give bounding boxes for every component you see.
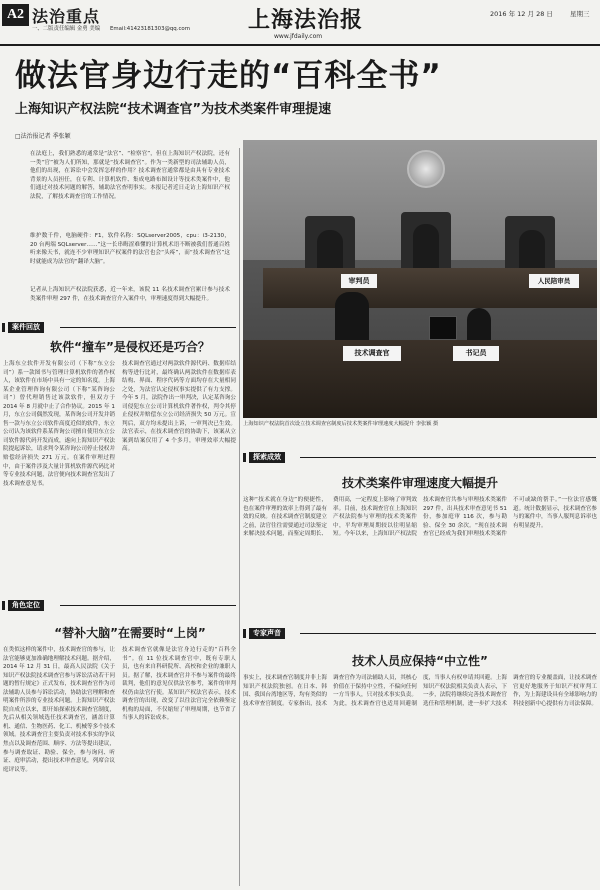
issue-weekday: 星期三 bbox=[570, 10, 590, 18]
section-title-role: “替补大脑”在需要时“上岗” bbox=[54, 626, 206, 640]
tag-label: 角色定位 bbox=[8, 600, 44, 611]
photo-caption: 上海知识产权法院首次设立技术调查官制度后技术类案件审理速度大幅提升 李张颖 摄 bbox=[243, 421, 439, 427]
tag-label: 专家声音 bbox=[249, 628, 285, 639]
case-column-2: 技术调查官通过对两款软件源代码、数据库结构等进行比对，最终确认两款软件在数据库表结构、界面、程序代码等方面均存在大量相同之处，为法官认定侵权事实提供了有力支撑。今年 5 月，法院作出一审判决，认定某咨询公司侵犯东立公司计算机软件著作权，判令其停止侵权并赔偿东立公司经济损失 50 万元。宣判后，双方均未提出上诉，一审判决已生效。法官表示，在技术调查官的协助下，该案从立案到结案仅用了 4 个多月，审理效率大幅提高。 bbox=[122, 361, 236, 453]
section-tag-results bbox=[243, 452, 285, 463]
header-rule bbox=[0, 44, 600, 46]
issue-date: 2016 年 12 月 28 日 bbox=[490, 10, 553, 18]
role-column-1: 在类似这样的案件中，技术调查官的参与，让法官能够更加准确地理解技术问题。据介绍，2014 年 12 月 31 日，最高人民法院《关于知识产权法院技术调查官参与诉讼活动若干问题的暂行规定》正式发布，技术调查官作为司法辅助人员参与诉讼活动，协助法官理解和查明案件所涉的专业技术问题。上海知识产权法院自成立以来，即开始探索技术调查官制度，先后从相关领域选任技术调查官，涵盖计算机、通信、生物医药、化工、机械等多个技术领域。技术调查官主要负责对技术事实的争议焦点以及调查范围、顺序、方法等提出建议，参与调查取证、勘验、保全，参与询问、听证、庭审活动，提出技术审查意见，列席合议庭评议等。 bbox=[3, 647, 115, 773]
editors-line: 一、二版责任编辑 金勇 美编 bbox=[32, 26, 101, 32]
column-divider bbox=[239, 148, 240, 886]
masthead-logo: 上海法治报 bbox=[248, 7, 364, 33]
tag-label: 探索成效 bbox=[249, 452, 285, 463]
section-tag-expert bbox=[243, 628, 285, 639]
judge-figure-right bbox=[519, 230, 545, 272]
lead-stat: 记者从上海知识产权法院获悉，近一年来，该院 11 名技术调查官累计参与技术类案件审理 297 件，在技术调查官介入案件中，审理速度得到大幅提升。 bbox=[30, 287, 230, 302]
tag-bar bbox=[2, 323, 5, 332]
nameplate-right-bench: 人民陪审员 bbox=[529, 274, 579, 288]
section-rule bbox=[60, 605, 236, 606]
nameplate-tech-officer: 技术调查官 bbox=[343, 346, 401, 361]
lead-paragraph: 在法庭上，我们熟悉的通常是“法官”、“检察官”，但在上海知识产权法院，还有一类“官”被为人们所知，那就是“技术调查官”。作为一类新型的司法辅助人员，他们的出现，在诉讼中会发挥怎样的作用？技术调查官通常都是由具有专业技术背景的人员担任，在专利、计算机软件、集成电路布图设计等技术类案件中，他们通过对技术问题的解答，辅助法官查明事实。本报记者近日走访上海知识产权法院，了解技术调查官的工作情况。 bbox=[30, 151, 230, 200]
main-headline: 做法官身边行走的“百科全书” bbox=[15, 58, 442, 94]
subtitle: 上海知识产权法院“技术调查官”为技术类案件审理提速 bbox=[15, 102, 332, 117]
section-title: 法治重点 bbox=[32, 7, 101, 26]
section-title-results: 技术类案件审理速度大幅提升 bbox=[341, 476, 498, 490]
section-rule bbox=[60, 327, 236, 328]
tag-bar bbox=[243, 629, 246, 638]
monitor bbox=[429, 316, 457, 340]
page-header bbox=[0, 0, 600, 48]
front-desk bbox=[243, 340, 597, 418]
email-line: Email:41423181303@qq.com bbox=[110, 26, 190, 32]
judge-figure-center bbox=[413, 224, 439, 272]
site-url: www.jfdaily.com bbox=[274, 33, 323, 40]
page-number-badge: A2 bbox=[2, 4, 29, 26]
expert-columns: 事实上，技术调查官制度并非上海知识产权法院独创。在日本、韩国、我国台湾地区等，均有类似的技术审查官制度。专家指出，技术调查官作为司法辅助人员，其核心价值在于保持中立性，不偏向任何一方当事人，只对技术事实负责。为此，技术调查官也适用回避制度，当事人有权申请其回避。上海知识产权法院相关负责人表示，下一步，法院将继续完善技术调查官选任和管理机制，进一步扩大技术调查官的专业覆盖面，让技术调查官更好地服务于知识产权审判工作，为上海建设具有全球影响力的科技创新中心提供有力司法保障。 bbox=[243, 675, 597, 707]
section-title-expert: 技术人员应保持“中立性” bbox=[352, 654, 488, 668]
section-tag-case bbox=[2, 322, 44, 333]
section-rule bbox=[300, 457, 596, 458]
nameplate-judge: 审判员 bbox=[341, 274, 377, 288]
section-rule bbox=[300, 633, 596, 634]
case-column-1: 上海东立软件开发有限公司（下称“东立公司”）系一款图书与管理计算机软件的著作权人，该软件在市场中具有一定的知名度。上海某企业管理咨询有限公司（下称“某咨询公司”）曾代理销售过该款软件，但双方于 2014 年 8 月就中止了合作协议。2015 年 1 月，东立公司偶然发现，某咨询公司开发并销售一款与东立公司软件高度近似的软件，东立公司认为该软件系某咨询公司擅自使用东立公司软件源代码开发而成，遂向上海知识产权法院提起诉讼，请求判令某咨询公司停止侵权并赔偿经济损失 271 万元。在案件审理过程中，由于案件涉及大量计算机软件源代码比对等专业技术问题，法官便向技术调查官发出了技术调查意见书。 bbox=[3, 361, 115, 487]
section-tag-role bbox=[2, 600, 44, 611]
judge-figure-left bbox=[317, 230, 343, 272]
courtroom-photo bbox=[243, 140, 597, 418]
byline: □法治报记者 季张颖 bbox=[15, 133, 71, 140]
results-columns: 这种“技术就在身边”的便捷性，也在案件审理的效率上得到了最有效的反映。在技术调查官制度建立之前，法官往往需要通过司法鉴定来解决技术问题，而鉴定周期长、费用高，一定程度上影响了审判效率。目前，技术调查官在上海知识产权法院参与审理的技术类案件中，平均审理周期较以往明显缩短。今年以来，上海知识产权法院技术调查官共参与审理技术类案件 297 件，出具技术审查意见书 51 份，参加庭审 116 次，参与勘验、保全 30 余次。“现在技术调查官已经成为我们审理技术类案件不可或缺的帮手。”一位法官感慨道。统计数据显示，技术调查官参与的案件中，当事人服判息诉率也有明显提升。 bbox=[243, 497, 597, 538]
role-column-2: 技术调查官就像是法官身边行走的“百科全书”。在 11 位技术调查官中，既有专职人员，也有来自科研院所、高校和企业的兼职人员。据了解，技术调查官并不参与案件的最终裁判，他们的意见仅供法官参考，案件的审判权仍由法官行使。某知识产权法官表示，技术调查官的出现，改变了以往法官完全依赖鉴定机构的局面，不仅缩短了审理周期，也节省了当事人的诉讼成本。 bbox=[122, 647, 236, 722]
lead-quote: 维护数千件，电脑硬件：F1，软件名称：SQLserver2005，cpu：i3-2130，20 台两端 SQLserver……”这一长串晦涩难懂的计算机术语不断被我们普通百姓听来像天书，就连不少审理知识产权案件的法官也会“头疼”，而“技术调查官”这时就能成为法官的“翻译大脑”。 bbox=[30, 233, 230, 265]
tag-bar bbox=[243, 453, 246, 462]
nameplate-clerk: 书记员 bbox=[453, 346, 499, 361]
national-emblem-icon bbox=[407, 150, 445, 188]
section-title-case: 软件“撞车”是侵权还是巧合？ bbox=[50, 340, 210, 354]
tag-label: 案件回放 bbox=[8, 322, 44, 333]
tag-bar bbox=[2, 601, 5, 610]
